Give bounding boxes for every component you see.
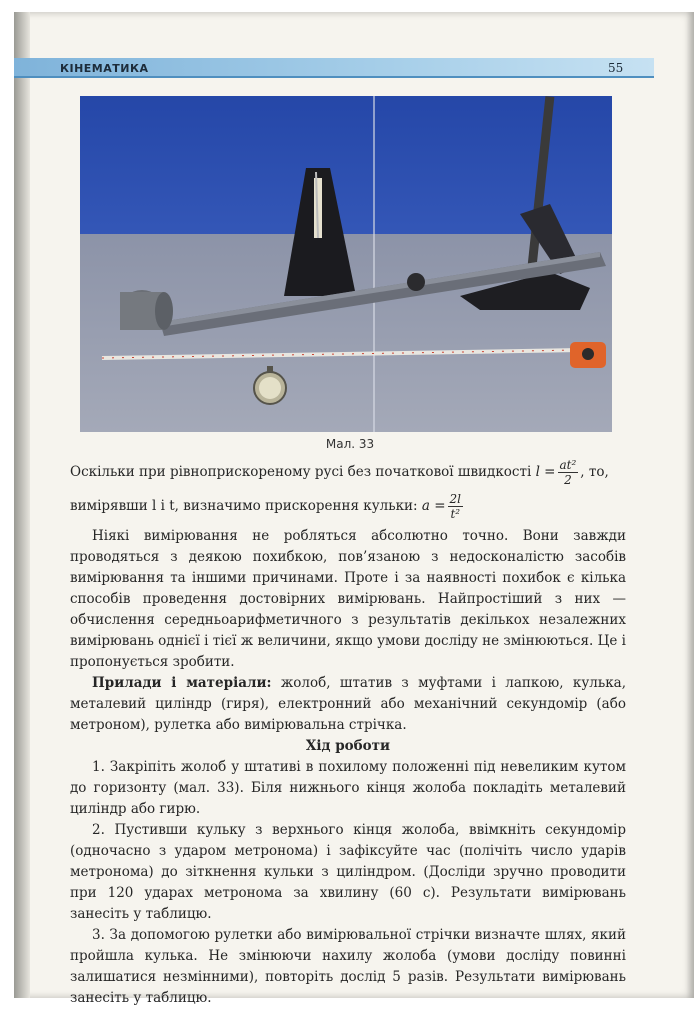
stopwatch-crown bbox=[267, 366, 273, 372]
formula-line-1 bbox=[70, 458, 630, 487]
paragraph-materials bbox=[70, 673, 626, 736]
figure-caption: Мал. 33 bbox=[325, 437, 375, 451]
body-text bbox=[70, 526, 626, 1009]
experiment-photo bbox=[80, 96, 612, 432]
formula-1-denominator: 2 bbox=[564, 473, 572, 487]
materials-text: жолоб, штатив з муфтами і лапкою, кулька, металевий циліндр (гиря), електронний або механічний секундомір (або метроном), рулетка або вимірювальна стрічка. bbox=[70, 675, 627, 733]
tape-measure-button bbox=[582, 348, 594, 360]
formula-2-lhs: a = bbox=[421, 498, 446, 514]
formula-2-fraction bbox=[448, 492, 463, 521]
procedure-step-3: 3. За допомогою рулетки або вимірювальної стрічки визначте шлях, який пройшла кулька. Не змінюючи нахилу жолоба (умови досліду повинні залишатися незмінними), повторіть дослід 5 разів. Результати вимірювань занесіть у таблицю. bbox=[70, 927, 626, 1006]
procedure-heading: Хід роботи bbox=[305, 738, 391, 754]
section-title: КІНЕМАТИКА bbox=[60, 62, 149, 75]
procedure-step-2: 2. Пустивши кульку з верхнього кінця жолоба, ввімкніть секундомір (одночасно з ударом метронома) і зафіксуйте час (полічіть число ударів метронома) до зіткнення кульки з циліндром. (Досліди зручно проводити при 120 ударах метронома за хвилину (60 с). Результати вимірювань занесіть у таблицю. bbox=[70, 822, 626, 922]
weight-cylinder-end bbox=[155, 292, 173, 330]
formula-1-numerator: at² bbox=[559, 458, 577, 472]
formula-line-2 bbox=[70, 492, 630, 521]
formula-1-fraction bbox=[558, 458, 579, 487]
formula-1-text: Оскільки при рівноприскореному русі без початкової швидкості bbox=[70, 464, 536, 480]
formula-2-numerator: 2l bbox=[449, 492, 462, 506]
materials-label: Прилади і матеріали: bbox=[92, 675, 272, 691]
ball bbox=[407, 273, 425, 291]
formula-1-tail: , то, bbox=[580, 464, 609, 480]
experiment-photo-drawing bbox=[80, 96, 612, 432]
formula-1-lhs: l = bbox=[535, 464, 556, 480]
procedure-step-1: 1. Закріпіть жолоб у штативі в похилому положенні під невеликим кутом до горизонту (мал. 33). Біля нижнього кінця жолоба покладіть металевий циліндр або гирю. bbox=[70, 759, 626, 817]
book-spine-shadow bbox=[14, 12, 30, 998]
page-number: 55 bbox=[608, 61, 624, 75]
formula-2-denominator: t² bbox=[450, 507, 461, 521]
stopwatch-face bbox=[259, 377, 281, 399]
formula-2-text: вимірявши l і t, визначимо прискорення кульки: bbox=[70, 498, 422, 514]
paragraph-accuracy: Ніякі вимірювання не робляться абсолютно точно. Вони завжди проводяться з деякою похибкою, пов’язаною з недосконалістю засобів вимірювання та іншими причинами. Проте і за наявності похибок є кілька способів проведення достовірних вимірювань. Найпростіший з них — обчислення середньоарифметичного з результатів декількох незалежних вимірювань однієї і тієї ж величини, якщо умови досліду не змінюються. Це і пропонується зробити. bbox=[70, 528, 626, 670]
page-edge-shade bbox=[686, 12, 694, 998]
